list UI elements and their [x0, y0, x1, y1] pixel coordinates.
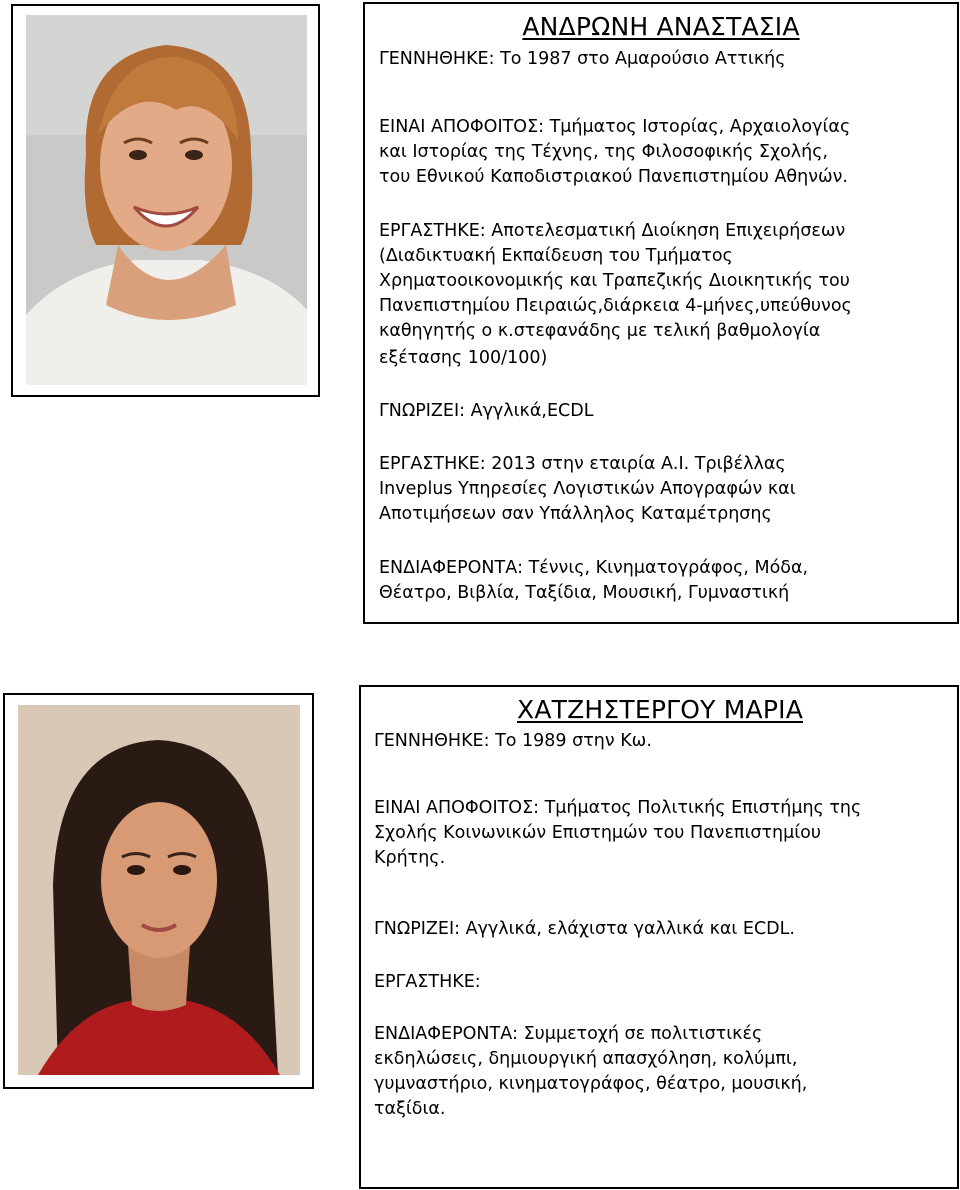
- profile-2-bio-box: [359, 685, 959, 1189]
- profile-2-interests-line-1: ΕΝΔΙΑΦΕΡΟΝΤΑ: Συμμετοχή σε πολιτιστικές: [374, 1024, 763, 1044]
- profile-2-portrait: [18, 705, 300, 1075]
- profile-1-work-line-3: Χρηματοοικονομικής και Τραπεζικής Διοικητικής του: [379, 271, 850, 291]
- profile-1-birth: ΓΕΝΝΗΘΗΚΕ: Το 1987 στο Αμαρούσιο Αττικής: [379, 49, 786, 69]
- profile-2-interests-line-4: ταξίδια.: [374, 1099, 446, 1119]
- profile-1-job-line-1: ΕΡΓΑΣΤΗΚΕ: 2013 στην εταιρία Α.Ι. Τριβέλλας: [379, 454, 786, 474]
- profile-1-work-line-4: Πανεπιστημίου Πειραιώς,διάρκεια 4-μήνες,υπεύθυνος: [379, 296, 852, 316]
- profile-1-name: ΑΝΔΡΩΝΗ ΑΝΑΣΤΑΣΙΑ: [522, 12, 800, 41]
- profile-2-birth: ΓΕΝΝΗΘΗΚΕ: Το 1989 στην Κω.: [374, 731, 652, 751]
- profile-2-degree-line-3: Κρήτης.: [374, 848, 446, 868]
- profile-1-degree-line-3: του Εθνικού Καποδιστριακού Πανεπιστημίου Αθηνών.: [379, 167, 848, 187]
- profile-1-degree-line-2: και Ιστορίας της Τέχνης, της Φιλοσοφικής Σχολής,: [379, 142, 829, 162]
- profile-1-interests-line-1: ΕΝΔΙΑΦΕΡΟΝΤΑ: Τέννις, Κινηματογράφος, Μόδα,: [379, 558, 809, 578]
- profile-2-degree-line-1: ΕΙΝΑΙ ΑΠΟΦΟΙΤΟΣ: Τμήματος Πολιτικής Επιστήμης της: [374, 798, 862, 818]
- profile-1-portrait: [26, 15, 307, 385]
- profile-1-work-line-1: ΕΡΓΑΣΤΗΚΕ: Αποτελεσματική Διοίκηση Επιχειρήσεων: [379, 221, 846, 241]
- profile-1-bio-box: [363, 2, 959, 624]
- profile-1-job-line-3: Αποτιμήσεων σαν Υπάλληλος Καταμέτρησης: [379, 504, 772, 524]
- profile-1-work-line-5: καθηγητής ο κ.στεφανάδης με τελική βαθμολογία: [379, 321, 821, 341]
- profile-1-interests-line-2: Θέατρο, Βιβλία, Ταξίδια, Μουσική, Γυμναστική: [379, 583, 790, 603]
- profile-1-work-line-6: εξέτασης 100/100): [379, 348, 548, 368]
- profile-1-photo-frame: [11, 4, 320, 397]
- profile-2-photo-frame: [3, 693, 314, 1089]
- profile-2-name: ΧΑΤΖΗΣΤΕΡΓΟΥ ΜΑΡΙΑ: [517, 695, 804, 724]
- profile-2-interests-line-2: εκδηλώσεις, δημιουργική απασχόληση, κολύμπι,: [374, 1049, 798, 1069]
- profile-2-languages: ΓΝΩΡΙΖΕΙ: Αγγλικά, ελάχιστα γαλλικά και ECDL.: [374, 919, 795, 939]
- profile-1-work-line-2: (Διαδικτυακή Εκπαίδευση του Τμήματος: [379, 246, 733, 266]
- profile-2-interests-line-3: γυμναστήριο, κινηματογράφος, θέατρο, μουσική,: [374, 1074, 808, 1094]
- profile-1-job-line-2: Inveplus Υπηρεσίες Λογιστικών Απογραφών και: [379, 479, 796, 499]
- profile-2-degree-line-2: Σχολής Κοινωνικών Επιστημών του Πανεπιστημίου: [374, 823, 821, 843]
- profile-1-languages: ΓΝΩΡΙΖΕΙ: Αγγλικά,ECDL: [379, 401, 594, 421]
- profile-1-degree-line-1: ΕΙΝΑΙ ΑΠΟΦΟΙΤΟΣ: Τμήματος Ιστορίας, Αρχαιολογίας: [379, 117, 851, 137]
- profile-2-work: ΕΡΓΑΣΤΗΚΕ:: [374, 972, 481, 992]
